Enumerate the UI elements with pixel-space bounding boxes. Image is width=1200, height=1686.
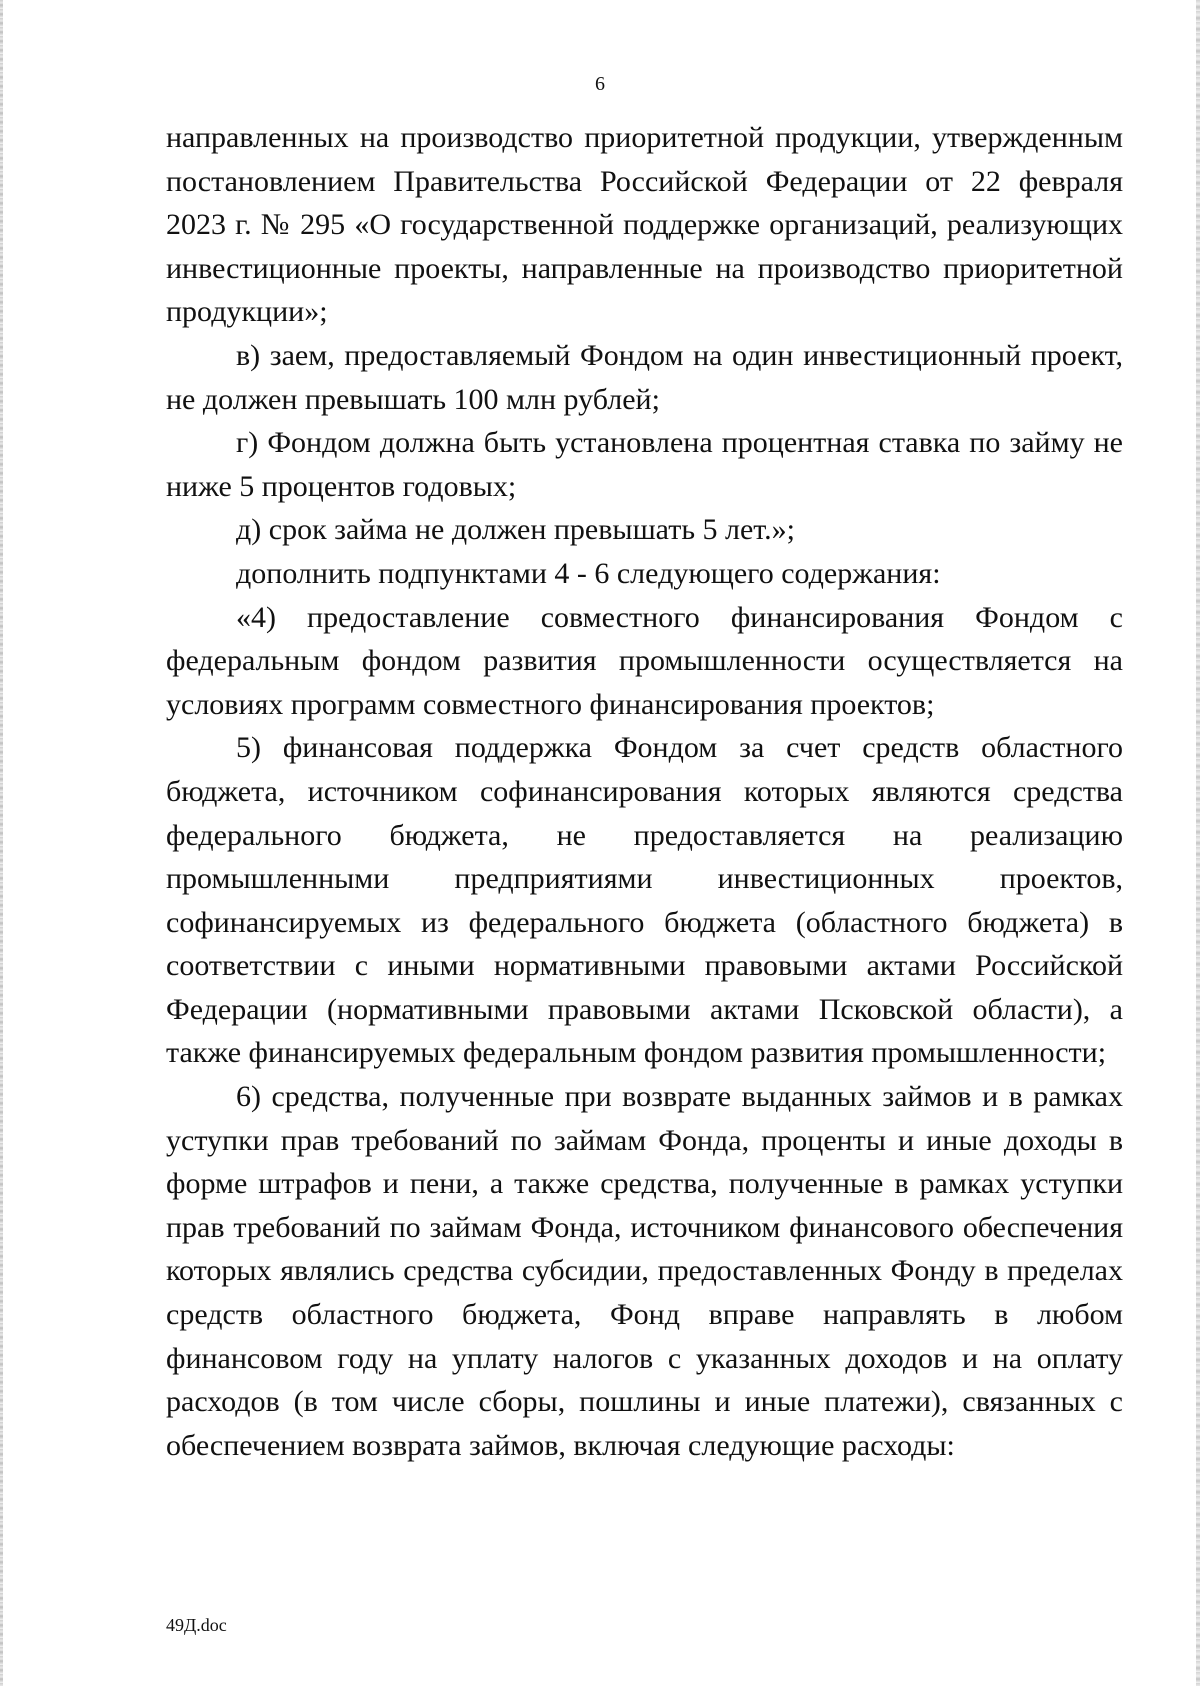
scan-edge-left — [0, 0, 3, 1686]
paragraph-item-v: в) заем, предоставляемый Фондом на один инвестиционный проект, не должен превышать 100 млн рублей; — [166, 338, 1123, 416]
document-body — [166, 116, 1123, 1467]
footer-filename: 49Д.doc — [166, 1615, 227, 1635]
paragraph-amendment-instruction: дополнить подпунктами 4 - 6 следующего содержания: — [236, 556, 941, 590]
paragraph-continuation: направленных на производство приоритетной продукции, утвержденным постановлением Правительства Российской Федерации от 22 февраля 2023 г. № 295 «О государственной поддержке организаций, реализующих инвестиционные проекты, направленные на производство приоритетной продукции»; — [166, 121, 1123, 329]
paragraph-item-g: г) Фондом должна быть установлена процентная ставка по займу не ниже 5 процентов годовых; — [166, 426, 1123, 503]
page-number: 6 — [595, 73, 605, 95]
paragraph-item-d: д) срок займа не должен превышать 5 лет.»; — [236, 513, 795, 547]
paragraph-item-5: 5) финансовая поддержка Фондом за счет средств областного бюджета, источником софинансирования которых являются средства федерального бюджета, не предоставляется на реализацию промышленными предприятиями инвестиционных проектов, софинансируемых из федерального бюджета (областного бюджета) в соответствии с иными нормативными правовыми актами Российской Федерации (нормативными правовыми актами Псковской области), а также финансируемых федеральным фондом развития промышленности; — [166, 731, 1123, 1070]
scan-edge-right — [1196, 0, 1200, 1686]
paragraph-item-6: 6) средства, полученные при возврате выданных займов и в рамках уступки прав требований по займам Фонда, проценты и иные доходы в форме штрафов и пени, а также средства, полученные в рамках уступки прав требований по займам Фонда, источником финансового обеспечения которых являлись средства субсидии, предоставленных Фонду в пределах средств областного бюджета, Фонд вправе направлять в любом финансовом году на уплату налогов с указанных доходов и на оплату расходов (в том числе сборы, пошлины и иные платежи), связанных с обеспечением возврата займов, включая следующие расходы: — [166, 1080, 1123, 1462]
paragraph-item-4: «4) предоставление совместного финансирования Фондом с федеральным фондом развития промышленности осуществляется на условиях программ совместного финансирования проектов; — [166, 600, 1123, 721]
